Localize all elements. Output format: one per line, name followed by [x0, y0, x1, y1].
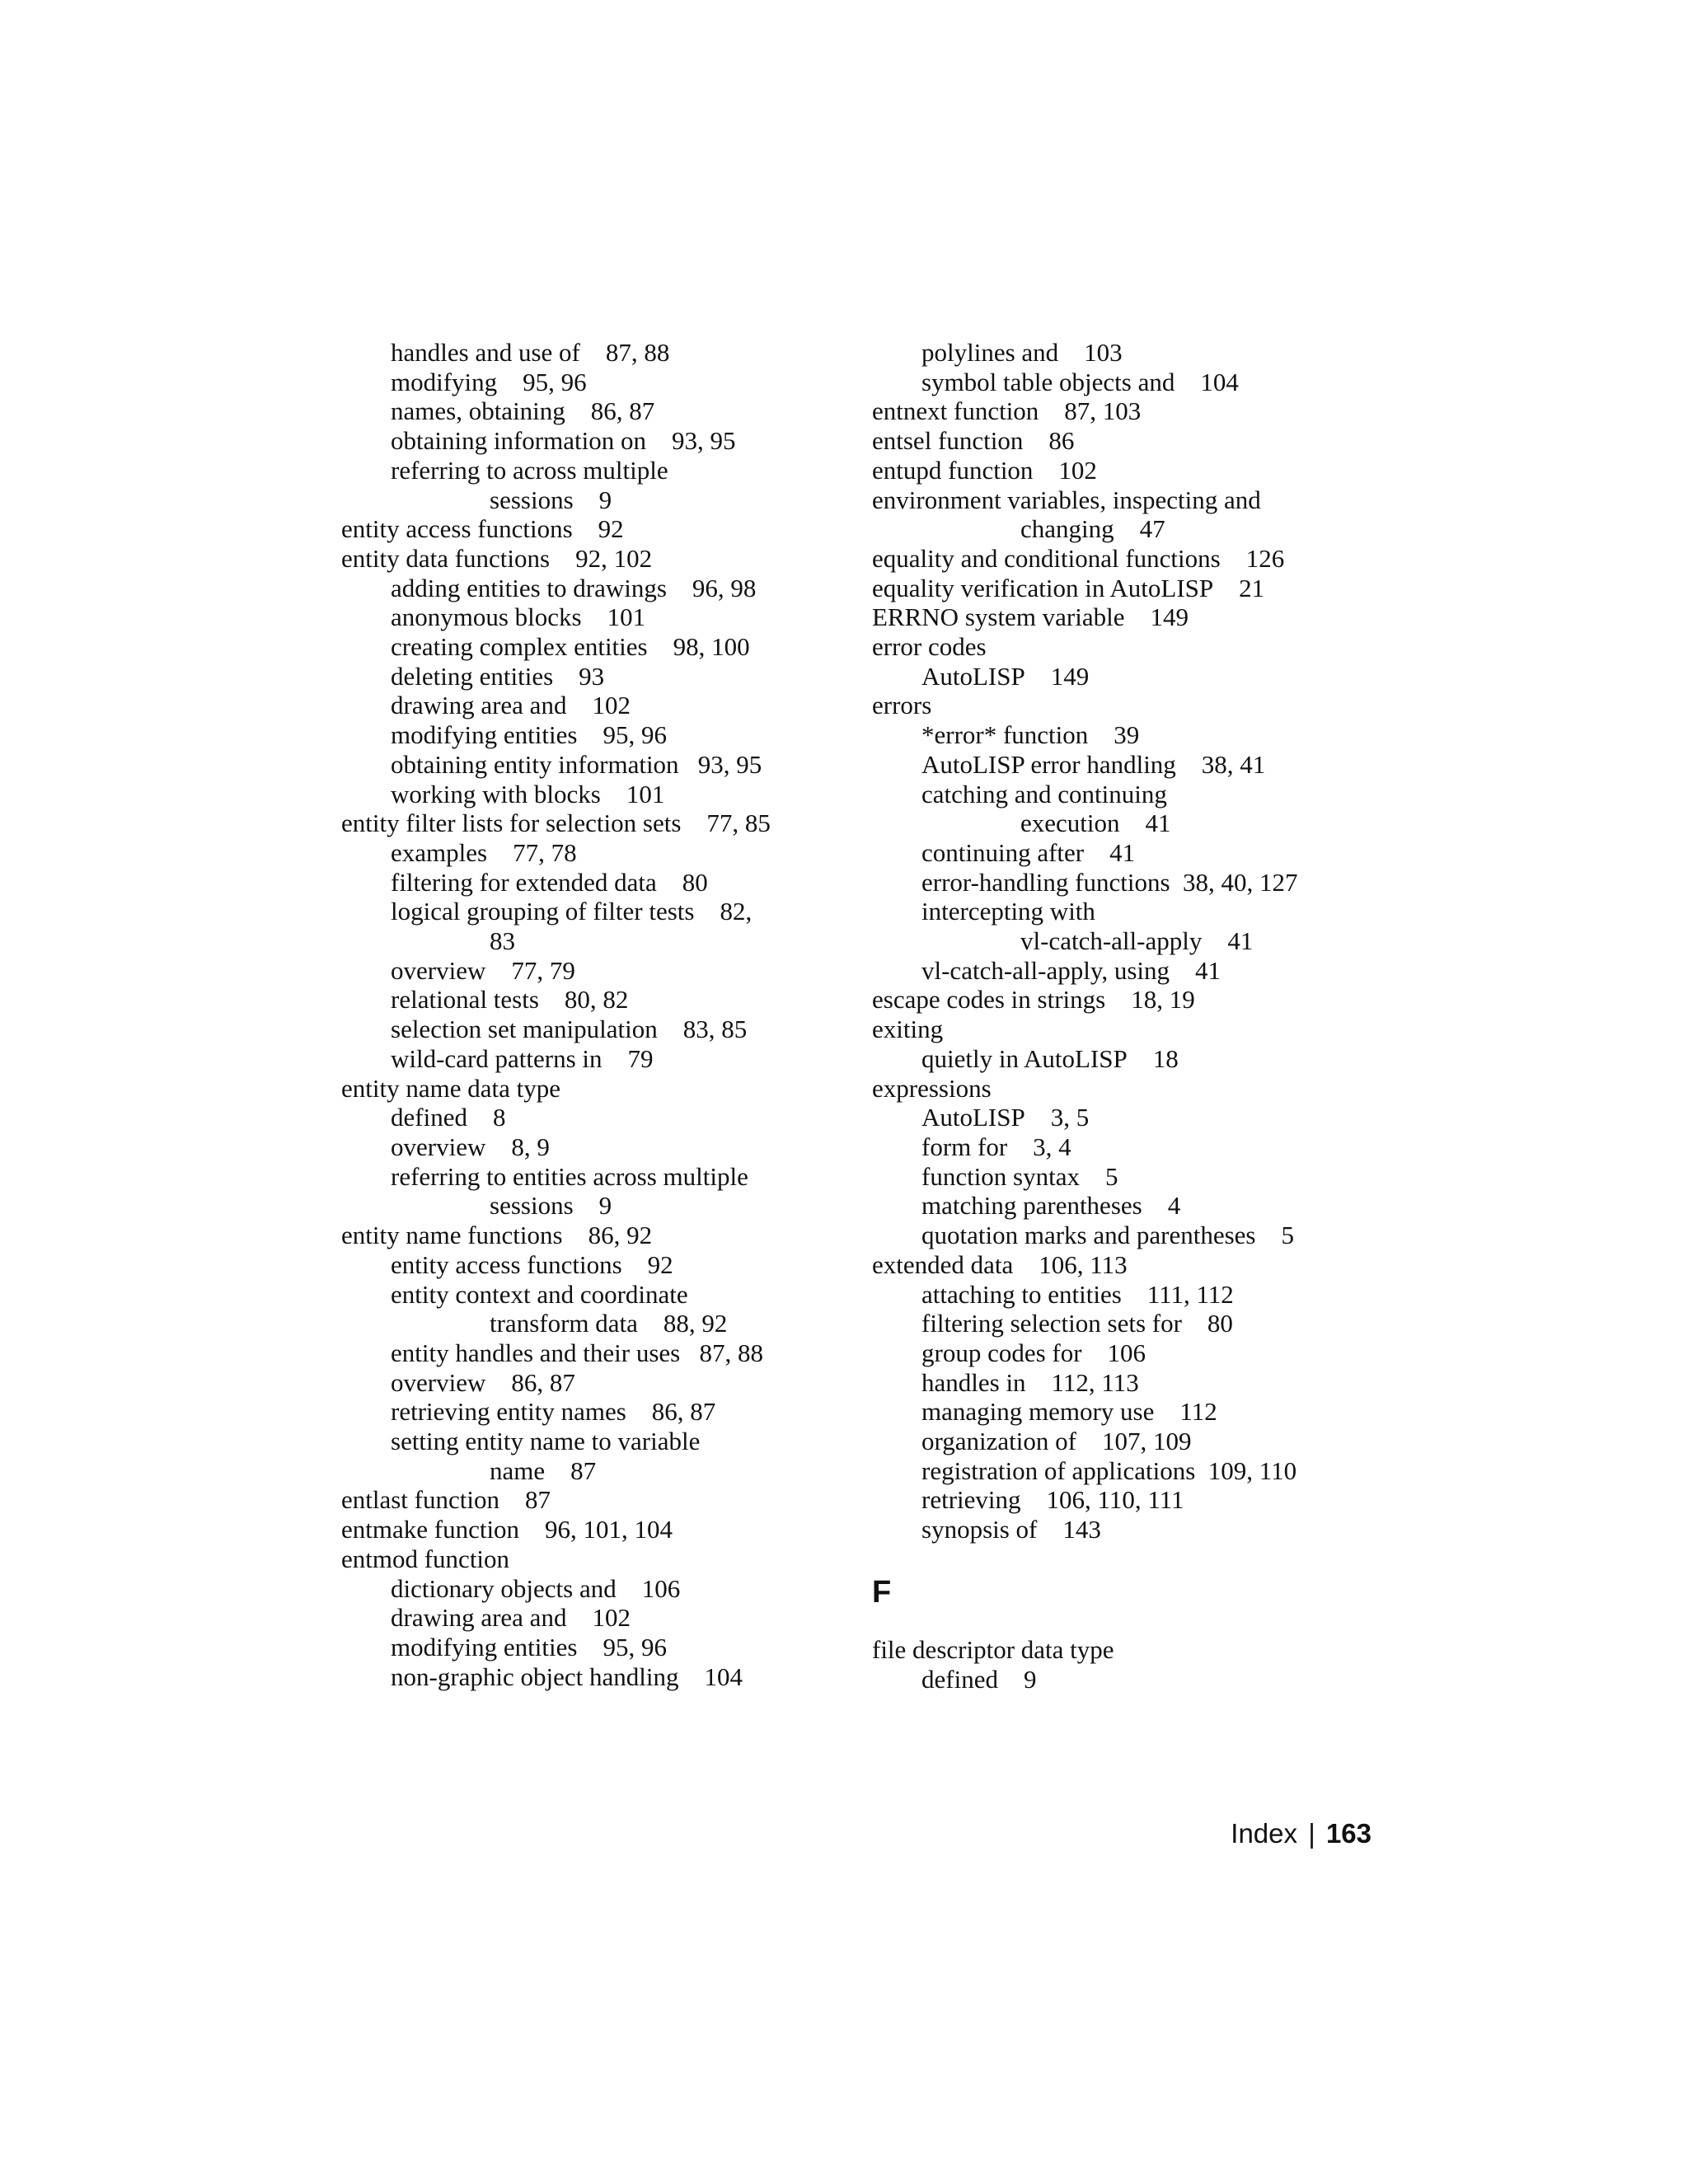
- index-subentry: organization of 107, 109: [921, 1427, 1192, 1456]
- index-subentry: relational tests 80, 82: [391, 985, 629, 1015]
- index-subentry: modifying entities 95, 96: [391, 720, 667, 750]
- index-subentry: working with blocks 101: [391, 779, 665, 808]
- index-column-left: [341, 338, 836, 1691]
- index-subentry: defined 9: [921, 1664, 1037, 1694]
- page-number: 163: [1325, 1818, 1372, 1849]
- index-subentry: defined 8: [391, 1103, 506, 1132]
- footer-separator: |: [1308, 1818, 1315, 1849]
- index-subentry: logical grouping of filter tests 82,: [391, 897, 753, 926]
- index-subentry: drawing area and 102: [391, 1603, 631, 1633]
- index-subentry: handles in 112, 113: [921, 1367, 1139, 1397]
- index-entry: equality and conditional functions 126: [872, 543, 1285, 573]
- index-subentry: entity handles and their uses 87, 88: [391, 1338, 763, 1367]
- index-subentry: form for 3, 4: [921, 1132, 1071, 1161]
- index-subentry: filtering for extended data 80: [391, 867, 708, 897]
- index-subentry: function syntax 5: [921, 1161, 1118, 1191]
- index-subentry: group codes for 106: [921, 1338, 1146, 1367]
- index-subentry: sessions 9: [490, 485, 612, 514]
- index-subentry: continuing after 41: [921, 837, 1136, 867]
- index-subentry: attaching to entities 111, 112: [921, 1279, 1234, 1309]
- index-subentry: 83: [490, 926, 515, 956]
- index-subentry: selection set manipulation 83, 85: [391, 1015, 748, 1044]
- index-subentry: error-handling functions 38, 40, 127: [921, 867, 1298, 897]
- index-entry: entity access functions 92: [341, 514, 624, 544]
- index-entry: entupd function 102: [872, 455, 1097, 485]
- index-subentry: retrieving entity names 86, 87: [391, 1397, 716, 1427]
- index-subentry: examples 77, 78: [391, 837, 577, 867]
- index-subentry: AutoLISP 3, 5: [921, 1103, 1090, 1132]
- index-section-letter: F: [872, 1574, 892, 1610]
- index-subentry: AutoLISP error handling 38, 41: [921, 749, 1266, 779]
- index-entry: errors: [872, 691, 932, 720]
- index-subentry: non-graphic object handling 104: [391, 1661, 743, 1691]
- index-subentry: names, obtaining 86, 87: [391, 396, 655, 426]
- index-entry: entity filter lists for selection sets 77, 85: [341, 808, 771, 838]
- index-subentry: referring to across multiple: [391, 455, 668, 485]
- index-subentry: symbol table objects and 104: [921, 367, 1239, 396]
- index-subentry: intercepting with: [921, 897, 1095, 926]
- index-subentry: overview 8, 9: [391, 1132, 550, 1161]
- index-subentry: quotation marks and parentheses 5: [921, 1221, 1294, 1250]
- index-entry: file descriptor data type: [872, 1634, 1114, 1664]
- index-subentry: drawing area and 102: [391, 691, 631, 720]
- index-subentry: synopsis of 143: [921, 1515, 1101, 1544]
- index-subentry: transform data 88, 92: [490, 1309, 728, 1338]
- index-entry: entmod function: [341, 1544, 510, 1573]
- index-subentry: modifying entities 95, 96: [391, 1632, 667, 1661]
- index-entry: ERRNO system variable 149: [872, 602, 1189, 632]
- index-entry: error codes: [872, 632, 987, 662]
- index-subentry: anonymous blocks 101: [391, 602, 646, 632]
- index-entry: entmake function 96, 101, 104: [341, 1515, 673, 1544]
- index-subentry: obtaining information on 93, 95: [391, 426, 736, 456]
- index-subentry: setting entity name to variable: [391, 1427, 701, 1456]
- index-subentry: sessions 9: [490, 1191, 612, 1221]
- index-subentry: name 87: [490, 1455, 597, 1485]
- page-footer: [1231, 1818, 1372, 1849]
- index-column-right: [872, 338, 1367, 1694]
- index-subentry: matching parentheses 4: [921, 1191, 1181, 1221]
- index-subentry: registration of applications 109, 110: [921, 1455, 1297, 1485]
- index-subentry: obtaining entity information 93, 95: [391, 749, 762, 779]
- index-subentry: managing memory use 112: [921, 1397, 1217, 1427]
- index-subentry: changing 47: [1020, 514, 1165, 544]
- index-subentry: catching and continuing: [921, 779, 1167, 808]
- footer-label: Index: [1231, 1818, 1298, 1849]
- index-entry: entnext function 87, 103: [872, 396, 1142, 426]
- index-entry: entity name functions 86, 92: [341, 1221, 653, 1250]
- index-subentry: retrieving 106, 110, 111: [921, 1485, 1184, 1515]
- index-subentry: overview 86, 87: [391, 1367, 575, 1397]
- index-subentry: wild-card patterns in 79: [391, 1043, 654, 1073]
- index-subentry: polylines and 103: [921, 338, 1123, 367]
- index-subentry: referring to entities across multiple: [391, 1161, 748, 1191]
- index-entry: equality verification in AutoLISP 21: [872, 573, 1265, 602]
- index-entry: entity name data type: [341, 1073, 560, 1103]
- index-right-entries-e: [872, 338, 1367, 1544]
- index-subentry: vl-catch-all-apply 41: [1020, 926, 1254, 956]
- index-subentry: modifying 95, 96: [391, 367, 587, 396]
- index-entry: entlast function 87: [341, 1485, 551, 1515]
- index-subentry: adding entities to drawings 96, 98: [391, 573, 757, 602]
- index-entry: expressions: [872, 1073, 992, 1103]
- index-entry: exiting: [872, 1015, 944, 1044]
- index-entry: entsel function 86: [872, 426, 1075, 456]
- index-entry: escape codes in strings 18, 19: [872, 985, 1195, 1015]
- index-subentry: dictionary objects and 106: [391, 1573, 681, 1603]
- index-subentry: filtering selection sets for 80: [921, 1309, 1233, 1338]
- index-subentry: entity access functions 92: [391, 1249, 673, 1279]
- index-entry: entity data functions 92, 102: [341, 543, 653, 573]
- index-subentry: vl-catch-all-apply, using 41: [921, 955, 1221, 985]
- index-subentry: AutoLISP 149: [921, 661, 1090, 691]
- index-subentry: deleting entities 93: [391, 661, 605, 691]
- index-right-entries-f: [872, 1635, 1367, 1694]
- index-subentry: quietly in AutoLISP 18: [921, 1043, 1179, 1073]
- index-entry: extended data 106, 113: [872, 1249, 1128, 1279]
- index-subentry: *error* function 39: [921, 720, 1140, 750]
- index-subentry: entity context and coordinate: [391, 1279, 688, 1309]
- index-subentry: handles and use of 87, 88: [391, 338, 670, 367]
- index-subentry: overview 77, 79: [391, 955, 575, 985]
- index-subentry: execution 41: [1020, 808, 1171, 838]
- index-subentry: creating complex entities 98, 100: [391, 632, 750, 662]
- index-entry: environment variables, inspecting and: [872, 485, 1261, 514]
